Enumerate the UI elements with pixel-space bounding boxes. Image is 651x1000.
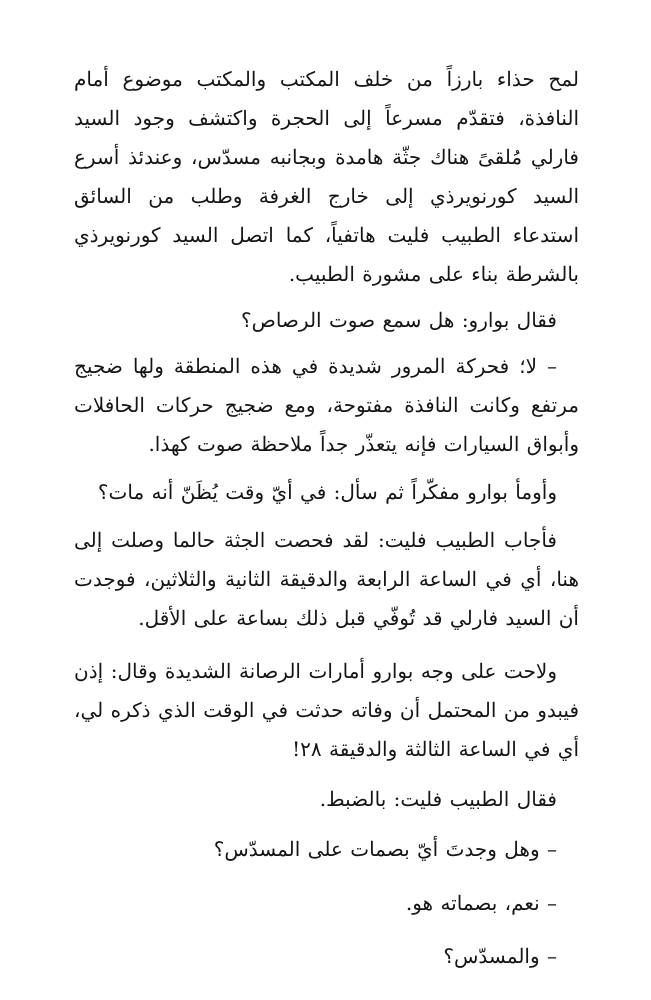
paragraph-doctor-confirms: فقال الطبيب فليت: بالضبط. <box>319 787 557 811</box>
paragraph-body-scene: لمح حذاء بارزاً من خلف المكتب والمكتب موضوع أمام النافذة، فتقدّم مسرعاً إلى الحجرة واكتشف وجود السيد فارلي مُلقىً هناك جثّة هامدة وبجانبه مسدّس، وعندئذ أسرع السيد كورنويرذي إلى خارج الغرفة وطلب من السائق استدعاء الطبيب فليت هاتفياً، كما اتصل السيد كورنويرذي بالشرطة بناء على مشورة الطبيب. <box>74 67 579 286</box>
paragraph-poirot-conclusion: ولاحت على وجه بوارو أمارات الرصانة الشديدة وقال: إذن فيبدو من المحتمل أن وفاته حدثت في الوقت الذي ذكره لي، أي في الساعة الثالثة والدقيقة ٢٨! <box>74 659 579 761</box>
paragraph-his-fingerprints: – نعم، بصماته هو. <box>405 891 557 915</box>
paragraph-doctor-examination: فأجاب الطبيب فليت: لقد فحصت الجثة حالما وصلت إلى هنا، أي في الساعة الرابعة والدقيقة الثانية والثلاثين، فوجدت أن السيد فارلي قد تُوفّي قبل ذلك بساعة على الأقل. <box>74 528 579 630</box>
paragraph-fingerprints-question: – وهل وجدتَ أيّ بصمات على المسدّس؟ <box>213 837 557 861</box>
paragraph-traffic-noise: – لا؛ فحركة المرور شديدة في هذه المنطقة ولها ضجيج مرتفع وكانت النافذة مفتوحة، ومع ضجيج حركات الحافلات وأبواق السيارات فإنه يتعذّر جداً ملاحظة صوت كهذا. <box>74 354 579 456</box>
paragraph-poirot-question-shot: فقال بوارو: هل سمع صوت الرصاص؟ <box>241 308 557 332</box>
paragraph-and-the-revolver: – والمسدّس؟ <box>443 944 557 968</box>
paragraph-time-of-death-question: وأومأ بوارو مفكّراً ثم سأل: في أيّ وقت يُظَنّ أنه مات؟ <box>97 480 557 504</box>
